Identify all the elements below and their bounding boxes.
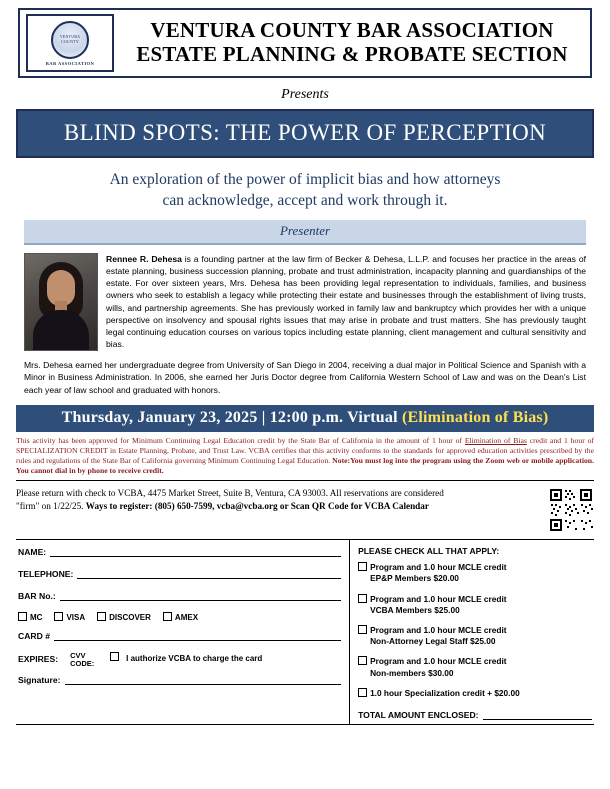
fee-option-2-line1: Program and 1.0 hour MCLE credit — [370, 593, 507, 604]
event-separator: | — [261, 409, 266, 427]
fee-option-1-line1: Program and 1.0 hour MCLE credit — [370, 562, 507, 573]
org-name-line1: VENTURA COUNTY BAR ASSOCIATION — [150, 18, 554, 43]
name-input[interactable] — [50, 546, 341, 557]
presenter-bio-paragraph-2: Mrs. Dehesa earned her undergraduate degree from University of San Diego in 2004, receiving a dual major in Political Science and Spanish with a Minor in Business Administration. In 2006, she earned her Juris Doctor degree from California Western School of Law and was on the Dean's List each year of law school and graduated with honors. — [24, 359, 586, 395]
checkbox-option-2-icon[interactable] — [358, 594, 367, 603]
fee-option-1-line2: EP&P Members $20.00 — [370, 573, 459, 584]
presenter-name: Rennee R. Dehesa — [106, 253, 182, 264]
signature-row — [18, 674, 341, 685]
presenter-bio — [24, 253, 586, 351]
presents-label: Presents — [281, 87, 329, 102]
presenter-heading: Presenter — [24, 220, 586, 243]
form-left-column — [16, 540, 350, 724]
total-amount-row — [358, 709, 592, 720]
org-name-line2: ESTATE PLANNING & PROBATE SECTION — [136, 42, 568, 66]
subtitle-line-2: can acknowledge, accept and work through it. — [162, 191, 448, 209]
check-all-that-apply-label: PLEASE CHECK ALL THAT APPLY: — [358, 546, 500, 557]
qr-code-icon[interactable] — [548, 487, 594, 533]
authorize-charge-label: I authorize VCBA to charge the card — [126, 654, 263, 664]
vcba-logo — [26, 14, 114, 72]
telephone-input[interactable] — [77, 568, 341, 579]
fee-option-3[interactable] — [358, 625, 592, 647]
bar-number-input[interactable] — [60, 590, 341, 601]
presenter-bio-paragraph-1 — [106, 253, 586, 351]
fee-option-3-line2: Non-Attorney Legal Staff $25.00 — [370, 636, 496, 647]
legal-part-2: credit and 1 hour of SPECIALIZATION CREDIT in Estate Planning, Probate, and Trust Law. VCBA certifies that this activity conforms to the standards for approved education activities prescribed by the rules and regulations of the State Bar of California governing Minimum Continuing Legal Education. — [16, 436, 594, 466]
signature-input[interactable] — [65, 674, 342, 685]
checkbox-discover-icon[interactable] — [97, 612, 106, 621]
card-option-discover[interactable] — [97, 612, 151, 622]
fee-option-4-line1: Program and 1.0 hour MCLE credit — [370, 656, 507, 667]
telephone-row — [18, 568, 341, 579]
event-date: Thursday, January 23, 2025 — [61, 409, 258, 427]
legal-note: Note:You must log into the program using the Zoom web or mobile application. You cannot dial in by phone to receive credit. — [16, 456, 595, 476]
card-option-mc[interactable] — [18, 612, 42, 622]
subtitle-line-1: An exploration of the power of implicit bias and how attorneys — [109, 171, 501, 188]
registration-form — [16, 540, 594, 725]
bar-number-row — [18, 590, 341, 601]
event-credit-tag: (Elimination of Bias) — [401, 409, 549, 427]
signature-label: Signature: — [18, 674, 61, 685]
card-option-visa[interactable] — [54, 612, 85, 622]
legal-part-1: This activity has been approved for Minimum Continuing Legal Education credit by the State Bar of California in the amount of 1 hour of — [16, 436, 465, 446]
card-number-input[interactable] — [54, 630, 341, 641]
presenter-bio-text-1: is a founding partner at the law firm of Becker & Dehesa, L.L.P. and focuses her practice in the areas of estate planning, business succession planning, probate and trust administration, incapacity planning and guardianships of the estate. For over sixteen years, Mrs. Dehesa has been providing legal representation to individuals, families, and business owners who seek to establish a legacy while protecting their estate and businesses through the establishment of living trusts, wills, and partnership agreements. She has previously worked in family law and bankruptcy which provides her with a unique perspective on insolvency and spousal rights issues that may arise in probate and trust matters. She has previously taught legal continuing education courses on various topics including estate planning, client management and cultural sensitivity and bias. — [106, 253, 586, 350]
reservation-text — [16, 487, 548, 533]
program-title: BLIND SPOTS: THE POWER OF PERCEPTION — [16, 109, 594, 158]
document-header — [18, 8, 592, 78]
reservation-section — [16, 487, 594, 540]
fee-option-3-line1: Program and 1.0 hour MCLE credit — [370, 624, 507, 635]
form-right-column — [350, 540, 594, 724]
checkbox-mc-icon[interactable] — [18, 612, 27, 621]
organization-title — [120, 19, 584, 66]
card-option-amex-label: AMEX — [174, 613, 199, 623]
telephone-label: TELEPHONE: — [18, 569, 74, 580]
registration-ways: Ways to register: (805) 650-7599, vcba@vcba.org or Scan QR Code for VCBA Calendar — [85, 501, 429, 512]
presenter-divider — [24, 243, 586, 245]
name-label: NAME: — [18, 547, 47, 558]
card-number-row — [18, 630, 341, 641]
checkbox-option-1-icon[interactable] — [358, 562, 367, 571]
fee-option-4[interactable] — [358, 656, 592, 678]
total-amount-input[interactable] — [483, 709, 592, 720]
checkbox-option-5-icon[interactable] — [358, 688, 367, 697]
checkbox-visa-icon[interactable] — [54, 612, 63, 621]
expires-cvv-row — [18, 652, 341, 668]
checkbox-authorize-icon[interactable] — [110, 652, 119, 661]
reservation-line-2-prefix: "firm" on 1/22/25. — [16, 501, 86, 512]
vcba-seal-icon: VENTURA COUNTY — [51, 21, 89, 59]
legal-underline-1: Elimination of Bias — [464, 436, 527, 446]
event-datetime-band — [16, 405, 594, 432]
checkbox-amex-icon[interactable] — [163, 612, 172, 621]
mcle-legal-text — [16, 436, 594, 481]
card-option-discover-label: DISCOVER — [109, 613, 151, 623]
expires-label: EXPIRES: — [18, 654, 59, 665]
program-subtitle — [34, 170, 576, 212]
vcba-logo-caption: BAR ASSOCIATION — [45, 60, 95, 66]
fee-option-2[interactable] — [358, 594, 592, 616]
presenter-photo — [24, 253, 98, 351]
bar-number-label: BAR No.: — [18, 591, 56, 602]
total-amount-label: TOTAL AMOUNT ENCLOSED: — [358, 709, 479, 720]
fee-option-2-line2: VCBA Members $25.00 — [370, 604, 460, 615]
event-time: 12:00 p.m. Virtual — [269, 409, 398, 427]
card-option-mc-label: MC — [30, 613, 43, 623]
checkbox-option-4-icon[interactable] — [358, 656, 367, 665]
reservation-line-1: Please return with check to VCBA, 4475 Market Street, Suite B, Ventura, CA 93003. All reservations are considered — [16, 488, 444, 499]
card-type-options — [18, 612, 341, 622]
fee-option-5-line1: 1.0 hour Specialization credit + $20.00 — [370, 687, 520, 698]
cvv-label: CVV CODE: — [70, 651, 95, 669]
card-option-visa-label: VISA — [66, 613, 86, 623]
name-row — [18, 546, 341, 557]
card-number-label: CARD # — [18, 631, 50, 642]
card-option-amex[interactable] — [163, 612, 198, 622]
fee-option-4-line2: Non-members $30.00 — [370, 667, 454, 678]
checkbox-option-3-icon[interactable] — [358, 625, 367, 634]
fee-option-1[interactable] — [358, 562, 592, 584]
fee-option-5[interactable] — [358, 688, 592, 699]
